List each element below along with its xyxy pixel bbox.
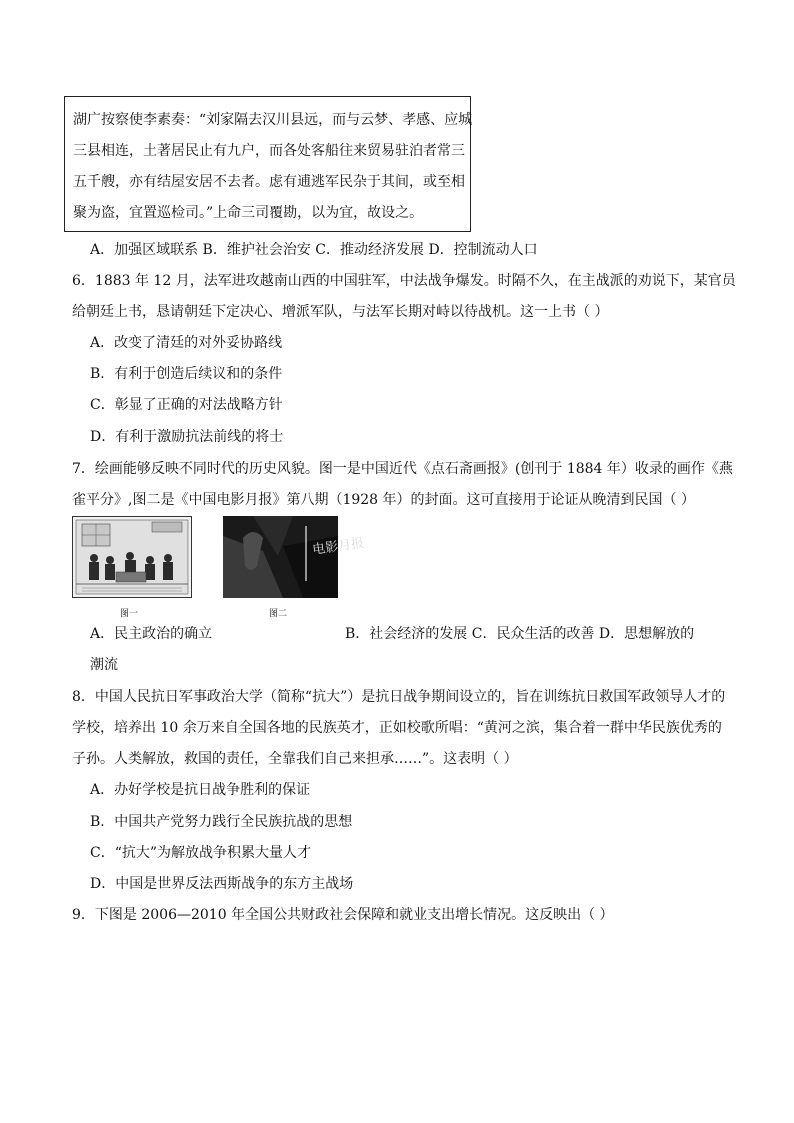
q7-stem-line: 7．绘画能够反映不同时代的历史风貌。图一是中国近代《点石斋画报》(创刊于 1884 年）收录的画作《燕	[72, 461, 733, 477]
figure-2-title: 电影月报	[311, 535, 366, 558]
q6-stem-line: 给朝廷上书，恳请朝廷下定决心、增派军队，与法军长期对峙以待战机。这一上书（ ）	[72, 304, 609, 320]
q8-option-a[interactable]: A．办好学校是抗日战争胜利的保证	[90, 782, 311, 798]
q8-stem-line: 学校，培养出 10 余万来自全国各地的民族英才，正如校歌所唱：“黄河之滨，集合着一群中华民族优秀的	[72, 720, 722, 736]
quote-line: 三县相连，土著居民止有九户，而各处客船往来贸易驻泊者常三	[73, 143, 465, 159]
q8-stem-line: 8．中国人民抗日军事政治大学（简称“抗大”）是抗日战争期间设立的，旨在训练抗日救国军政领导人才的	[72, 689, 726, 705]
figure-1-caption: 图一	[120, 609, 139, 619]
quote-line: 五千艘，亦有结屋安居不去者。虑有逋逃军民杂于其间，或至相	[73, 174, 465, 190]
q7-stem-line: 雀平分》,图二是《中国电影月报》第八期（1928 年）的封面。这可直接用于论证从晚清到民国（ ）	[72, 492, 695, 508]
q6-option-a[interactable]: A．改变了清廷的对外妥协路线	[90, 335, 283, 351]
q6-option-c[interactable]: C．彰显了正确的对法战略方针	[90, 397, 283, 413]
q7-options-bcd[interactable]: B．社会经济的发展 C．民众生活的改善 D．思想解放的	[345, 626, 695, 642]
q9-stem: 9．下图是 2006—2010 年全国公共财政社会保障和就业支出增长情况。这反映出（ ）	[72, 907, 614, 923]
quote-line: 聚为盗，宜置巡检司。”上命三司覆勘，以为宜，故设之。	[73, 205, 424, 221]
q8-option-d[interactable]: D．中国是世界反法西斯战争的东方主战场	[90, 876, 354, 892]
q6-option-d[interactable]: D．有利于激励抗法前线的将士	[90, 429, 284, 445]
quote-line: 湖广按察使李素奏：“刘家隔去汉川县远，而与云梦、孝感、应城	[73, 112, 473, 128]
quote-box	[64, 96, 471, 232]
q8-stem-line: 子孙。人类解放，救国的责任，全靠我们自己来担承……”。这表明（ ）	[72, 751, 518, 767]
q5-options[interactable]: A．加强区域联系 B．维护社会治安 C．推动经济发展 D．控制流动人口	[90, 242, 538, 258]
q7-option-d-wrap: 潮流	[90, 657, 118, 673]
figure-2-caption: 图二	[269, 609, 288, 619]
q7-option-a[interactable]: A．民主政治的确立	[90, 626, 213, 642]
q8-option-c[interactable]: C．“抗大”为解放战争积累大量人才	[90, 845, 312, 861]
q6-option-b[interactable]: B．有利于创造后续议和的条件	[90, 366, 283, 382]
figure-1-illustration	[72, 516, 192, 598]
q6-stem-line: 6．1883 年 12 月，法军进攻越南山西的中国驻军，中法战争爆发。时隔不久，在主战派的劝说下，某官员	[72, 273, 736, 289]
q8-option-b[interactable]: B．中国共产党努力践行全民族抗战的思想	[90, 814, 353, 830]
figure-2-cover	[223, 516, 366, 598]
